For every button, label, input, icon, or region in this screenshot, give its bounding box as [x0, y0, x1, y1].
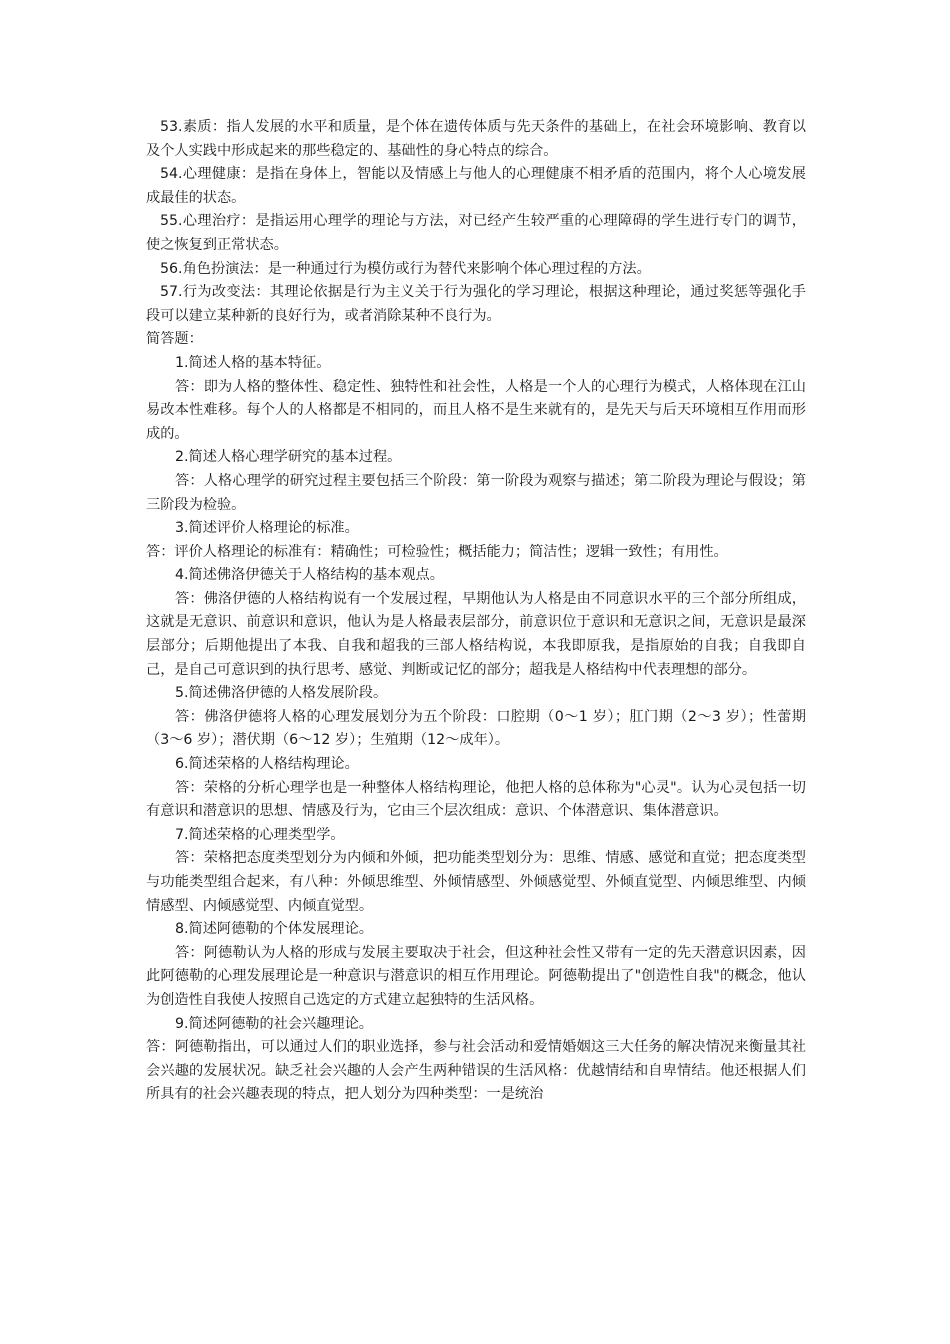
document-page	[146, 116, 806, 1107]
answer-3: 答：评价人格理论的标准有：精确性；可检验性；概括能力；简洁性；逻辑一致性；有用性。	[146, 543, 728, 560]
answer-4: 答：佛洛伊德的人格结构说有一个发展过程，早期他认为人格是由不同意识水平的三个部分所组成，这就是无意识、前意识和意识，他认为是人格最表层部分，前意识位于意识和无意识之间，无意识是最深层部分；后期他提出了本我、自我和超我的三部人格结构说，本我即原我，是指原始的自我；自我即自己，是自己可意识到的执行思考、感觉、判断或记忆的部分；超我是人格结构中代表理想的部分。	[146, 590, 806, 678]
question-8: 8.简述阿德勒的个体发展理论。	[175, 921, 373, 938]
answer-9: 答：阿德勒指出，可以通过人们的职业选择，参与社会活动和爱情婚姻这三大任务的解决情况来衡量其社会兴趣的发展状况。缺乏社会兴趣的人会产生两种错误的生活风格：优越情结和自卑情结。他还根据人们所具有的社会兴趣表现的特点，把人划分为四种类型：一是统治	[146, 1039, 806, 1103]
question-6: 6.简述荣格的人格结构理论。	[175, 756, 359, 773]
question-3: 3.简述评价人格理论的标准。	[175, 520, 359, 537]
question-5: 5.简述佛洛伊德的人格发展阶段。	[175, 685, 388, 702]
definition-57: 57.行为改变法：其理论依据是行为主义关于行为强化的学习理论，根据这种理论，通过奖惩等强化手段可以建立某种新的良好行为，或者消除某种不良行为。	[146, 284, 806, 324]
answer-5: 答：佛洛伊德将人格的心理发展划分为五个阶段：口腔期（0～1 岁）；肛门期（2～3 岁）；性蕾期（3～6 岁）；潜伏期（6～12 岁）；生殖期（12～成年）。	[146, 708, 806, 749]
answer-1: 答：即为人格的整体性、稳定性、独特性和社会性，人格是一个人的心理行为模式，人格体现在江山易改本性难移。每个人的人格都是不相同的，而且人格不是生来就有的，是先天与后天环境相互作用而形成的。	[146, 378, 806, 442]
definition-56: 56.角色扮演法：是一种通过行为模仿或行为替代来影响个体心理过程的方法。	[160, 260, 651, 277]
question-1: 1.简述人格的基本特征。	[175, 354, 331, 371]
definition-53: 53.素质：指人发展的水平和质量，是个体在遗传体质与先天条件的基础上，在社会环境影响、教育以及个人实践中形成起来的那些稳定的、基础性的身心特点的综合。	[146, 119, 806, 159]
question-7: 7.简述荣格的心理类型学。	[175, 826, 345, 843]
definition-54: 54.心理健康：是指在身体上，智能以及情感上与他人的心理健康不相矛盾的范围内，将个人心境发展成最佳的状态。	[146, 166, 806, 206]
definition-55: 55.心理治疗：是指运用心理学的理论与方法，对已经产生较严重的心理障碍的学生进行专门的调节，使之恢复到正常状态。	[146, 213, 806, 253]
question-2: 2.简述人格心理学研究的基本过程。	[175, 449, 402, 466]
answer-7: 答：荣格把态度类型划分为内倾和外倾，把功能类型划分为：思维、情感、感觉和直觉；把态度类型与功能类型组合起来，有八种：外倾思维型、外倾情感型、外倾感觉型、外倾直觉型、内倾思维型、内倾情感型、内倾感觉型、内倾直觉型。	[146, 850, 806, 914]
question-9: 9.简述阿德勒的社会兴趣理论。	[175, 1015, 373, 1032]
answer-2: 答：人格心理学的研究过程主要包括三个阶段：第一阶段为观察与描述；第二阶段为理论与假设；第三阶段为检验。	[146, 472, 806, 513]
answer-8: 答：阿德勒认为人格的形成与发展主要取决于社会，但这种社会性又带有一定的先天潜意识因素，因此阿德勒的心理发展理论是一种意识与潜意识的相互作用理论。阿德勒提出了"创造性自我"的概念，他认为创造性自我使人按照自己选定的方式建立起独特的生活风格。	[146, 944, 806, 1008]
section-title: 简答题：	[146, 331, 203, 348]
answer-6: 答：荣格的分析心理学也是一种整体人格结构理论，他把人格的总体称为"心灵"。认为心灵包括一切有意识和潜意识的思想、情感及行为，它由三个层次组成：意识、个体潜意识、集体潜意识。	[146, 779, 806, 820]
question-4: 4.简述佛洛伊德关于人格结构的基本观点。	[175, 567, 444, 584]
